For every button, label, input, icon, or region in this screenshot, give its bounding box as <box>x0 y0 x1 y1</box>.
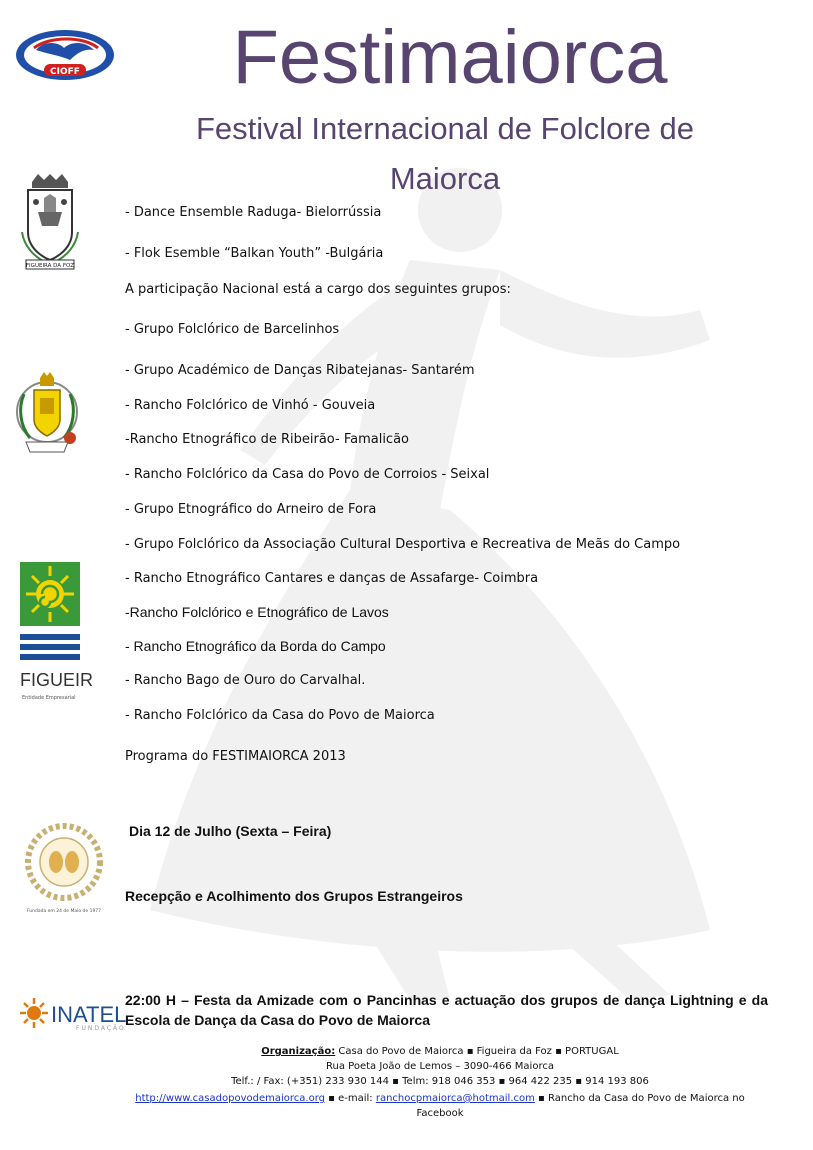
reception-text: Recepção e Acolhimento dos Grupos Estrangeiros <box>125 888 463 904</box>
federation-seal-logo <box>22 820 106 916</box>
list-item: - Grupo Etnográfico do Arneiro de Fora <box>125 502 377 517</box>
list-item: - Grupo Folclórico de Barcelinhos <box>125 322 340 337</box>
program-heading: Programa do FESTIMAIORCA 2013 <box>125 749 346 764</box>
footer-phones: Telf.: / Fax: (+351) 233 930 144 ▪ Telm: 918 046 353 ▪ 964 422 235 ▪ 914 193 806 <box>231 1076 649 1087</box>
cioff-logo-text: CIOFF <box>50 67 80 77</box>
list-item: - Grupo Académico de Danças Ribatejanas- Santarém <box>125 363 475 378</box>
figueira-brand-text: FIGUEIR <box>20 670 94 690</box>
footer-org-text: Casa do Povo de Maiorca ▪ Figueira da Foz ▪ PORTUGAL <box>335 1046 619 1057</box>
figueira-crest-text: FIGUEIRA DA FOZ <box>25 263 75 269</box>
subtitle-line-2: Maiorca <box>389 161 501 196</box>
list-item: -Rancho Etnográfico de Ribeirão- Famalicão <box>125 432 409 447</box>
list-item: - Rancho Bago de Ouro do Carvalhal. <box>125 673 366 688</box>
subtitle-line-1: Festival Internacional de Folclore de <box>196 111 694 146</box>
figueira-brand-subtext: Entidade Empresarial <box>22 695 76 701</box>
inatel-logo <box>18 996 130 1032</box>
list-item: - Rancho Folclórico da Casa do Povo de Corroios - Seixal <box>125 467 490 482</box>
list-item: - Flok Esemble “Balkan Youth” -Bulgária <box>125 246 384 261</box>
footer-links <box>120 1091 760 1121</box>
day-heading: Dia 12 de Julho (Sexta – Feira) <box>129 823 332 839</box>
list-item: - Rancho Etnográfico Cantares e danças de Assafarge- Coimbra <box>125 571 539 586</box>
cioff-logo <box>14 28 116 84</box>
figueira-brand-logo <box>20 562 94 702</box>
list-item: - Rancho Folclórico de Vinhó - Gouveia <box>125 398 376 413</box>
federation-seal-caption: Fundada em 24 de Maio de 1977 <box>26 909 102 914</box>
event-paragraph: 22:00 H – Festa da Amizade com o Pancinhas e actuação dos grupos de dança Lightning e da Escola de Dança da Casa do Povo de Maiorca <box>125 992 768 1028</box>
list-item: -Rancho Folclórico e Etnográfico de Lavos <box>125 604 389 620</box>
page-title: Festimaiorca <box>232 15 668 100</box>
list-item: - Rancho Etnográfico da Borda do Campo <box>125 638 386 654</box>
email-link[interactable]: ranchocpmaiorca@hotmail.com <box>375 1093 535 1104</box>
footer <box>120 1044 760 1121</box>
footer-org-label: Organização: <box>261 1046 336 1057</box>
inatel-logo-text: INATEL <box>51 1002 127 1027</box>
figueira-crest-logo <box>20 172 80 272</box>
list-item: - Grupo Folclórico da Associação Cultural Desportiva e Recreativa de Meãs do Campo <box>125 537 681 552</box>
inatel-logo-subtext: FUNDAÇÃO <box>76 1025 126 1032</box>
parish-crest-logo <box>12 364 82 464</box>
footer-facebook: ▪ Rancho da Casa do Povo de Maiorca no Facebook <box>416 1093 745 1119</box>
website-link[interactable]: http://www.casadopovodemaiorca.org <box>135 1093 325 1104</box>
section-intro: A participação Nacional está a cargo dos seguintes grupos: <box>125 282 511 297</box>
page-subtitle <box>140 104 750 204</box>
footer-organization <box>120 1044 760 1059</box>
list-item: - Rancho Folclórico da Casa do Povo de Maiorca <box>125 708 435 723</box>
list-item: - Dance Ensemble Raduga- Bielorrússia <box>125 205 382 220</box>
footer-address: Rua Poeta João de Lemos – 3090-466 Maiorca <box>326 1061 554 1072</box>
footer-email-label: ▪ e-mail: <box>324 1093 376 1104</box>
